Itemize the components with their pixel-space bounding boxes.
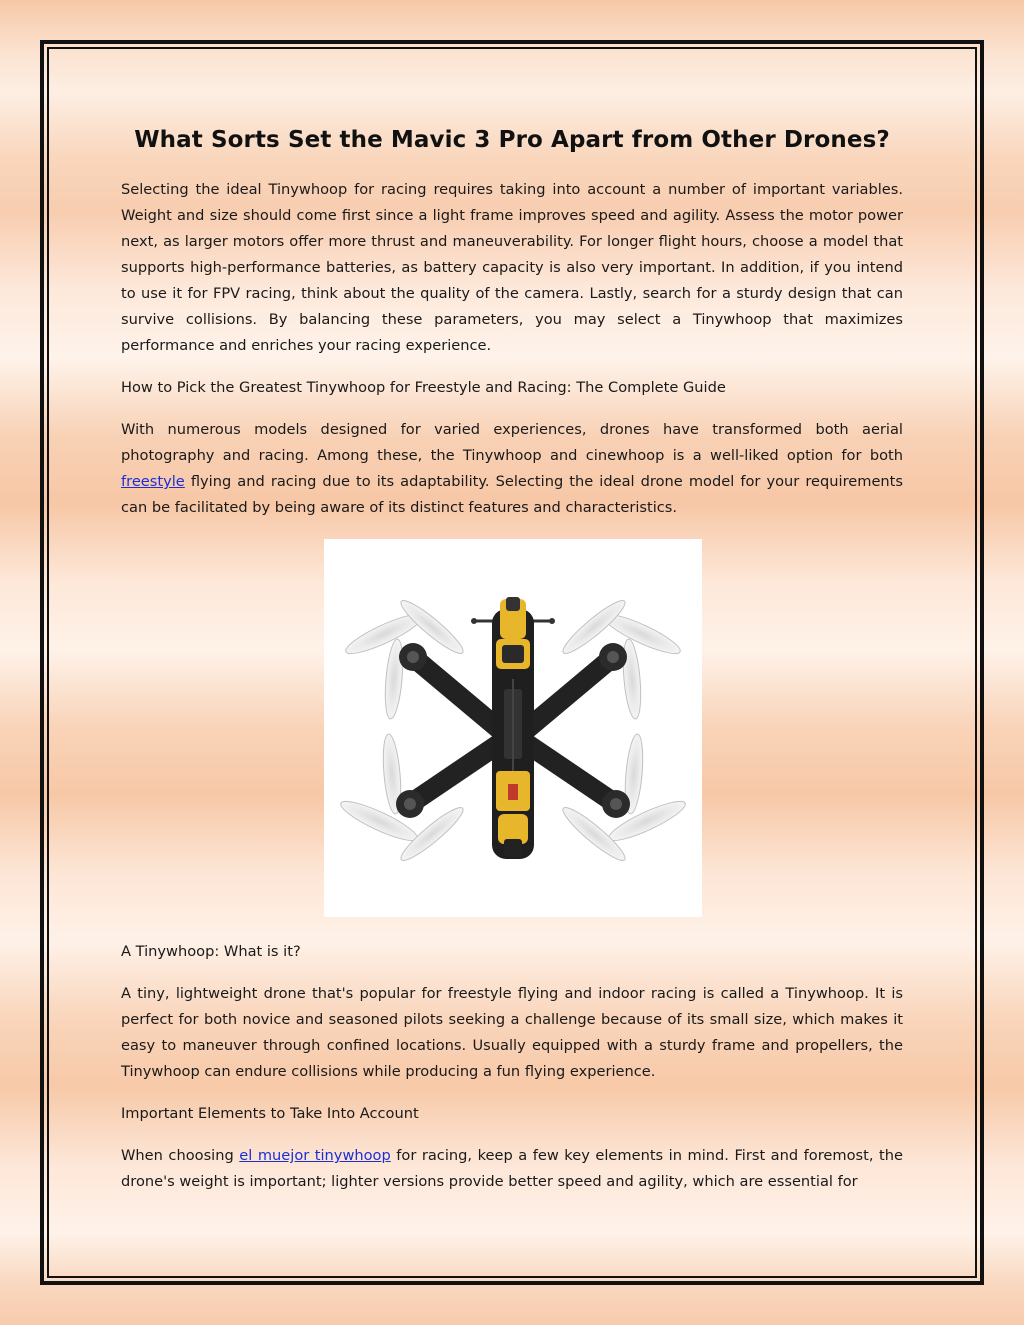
page-title: What Sorts Set the Mavic 3 Pro Apart from Other Drones? [134,127,890,153]
tinywhoop-paragraph: A tiny, lightweight drone that's popular for freestyle flying and indoor racing is called a Tinywhoop. It is perfect for both novice and seasoned pilots seeking a challenge because of its small size, which makes it easy to maneuver through confined locations. Usually equipped with a sturdy frame and propellers, the Tinywhoop can endure collisions while producing a fun flying experience. [121,985,903,1080]
elements-text-end: for racing, keep a few key elements in mind. First and foremost, the drone's weight is important; lighter versions provide better speed and agility, which are essential for [121,1147,903,1190]
fpv-drone-image [324,539,702,917]
elements-text-start: When choosing [121,1147,240,1164]
drone-icon [324,539,702,917]
freestyle-link[interactable]: freestyle [121,473,185,490]
overview-text-end: flying and racing due to its adaptability. Selecting the ideal drone model for your requirements can be facilitated by being aware of its distinct features and characteristics. [121,473,903,516]
overview-paragraph [121,417,903,521]
elements-subheading: Important Elements to Take Into Account [121,1105,419,1122]
overview-text-start: With numerous models designed for varied experiences, drones have transformed both aerial photography and racing. Among these, the Tinywhoop and cinewhoop is a well-liked option for both [121,421,903,464]
guide-subheading: How to Pick the Greatest Tinywhoop for Freestyle and Racing: The Complete Guide [121,379,726,396]
tinywhoop-subheading: A Tinywhoop: What is it? [121,943,301,960]
document-content [121,120,903,1195]
el-muejor-tinywhoop-link[interactable]: el muejor tinywhoop [239,1147,391,1164]
elements-paragraph [121,1143,903,1195]
intro-paragraph: Selecting the ideal Tinywhoop for racing requires taking into account a number of important variables. Weight and size should come first since a light frame improves speed and agility. Assess the motor power next, as larger motors offer more thrust and maneuverability. For longer flight hours, choose a model that supports high-performance batteries, as battery capacity is also very important. In addition, if you intend to use it for FPV racing, think about the quality of the camera. Lastly, search for a sturdy design that can survive collisions. By balancing these parameters, you may select a Tinywhoop that maximizes performance and enriches your racing experience. [121,181,903,354]
